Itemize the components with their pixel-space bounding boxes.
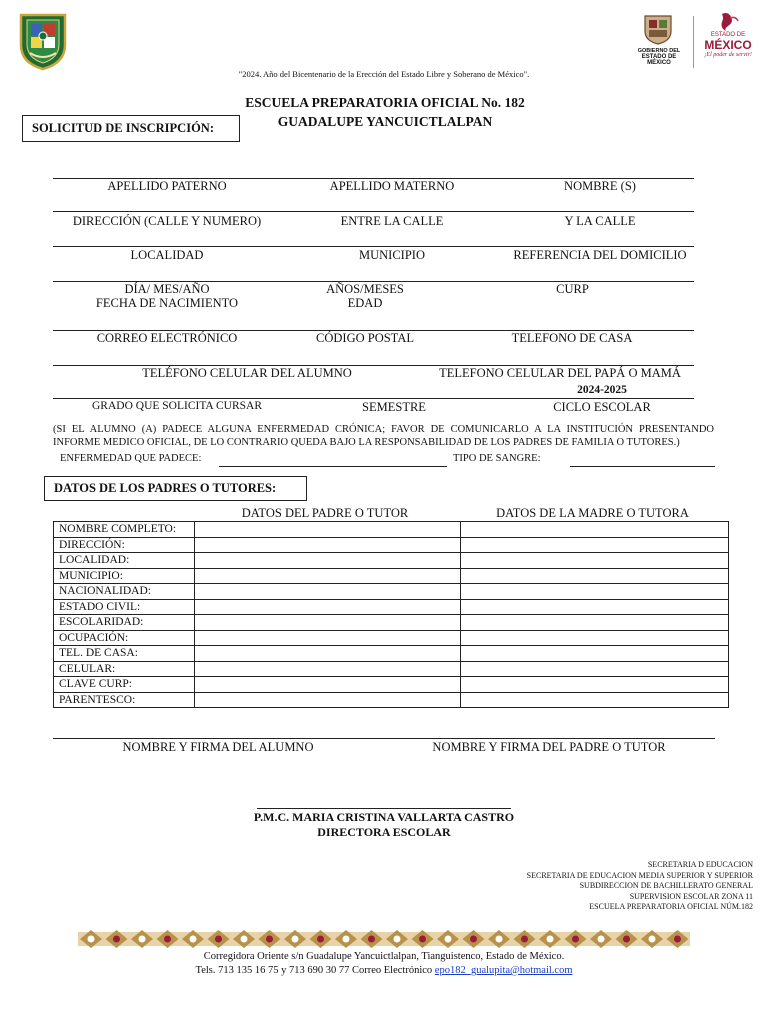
mother-field-cell[interactable] bbox=[461, 522, 729, 538]
mother-field-cell[interactable] bbox=[461, 584, 729, 600]
health-notice-line1: (SI EL ALUMNO (A) PADECE ALGUNA ENFERMEDAD CRÓNICA; FAVOR DE COMUNICARLO A LA INSTITUCIÓN PRESENTANDO bbox=[53, 424, 714, 435]
label-y-la-calle: Y LA CALLE bbox=[564, 214, 636, 228]
label-nombre: NOMBRE (S) bbox=[564, 179, 636, 193]
father-field-cell[interactable] bbox=[195, 630, 461, 646]
tipo-sangre-field-line[interactable] bbox=[570, 466, 715, 467]
mother-field-cell[interactable] bbox=[461, 630, 729, 646]
decorative-ornament-band bbox=[78, 924, 690, 954]
cycle-value: 2024-2025 bbox=[577, 384, 627, 396]
label-telefono-casa: TELEFONO DE CASA bbox=[511, 331, 633, 345]
label-celular-padres: TELEFONO CELULAR DEL PAPÁ O MAMÁ bbox=[439, 366, 681, 380]
father-field-cell[interactable] bbox=[195, 615, 461, 631]
col-mother-header: DATOS DE LA MADRE O TUTORA bbox=[496, 506, 689, 520]
father-field-cell[interactable] bbox=[195, 661, 461, 677]
footer-address: Corregidora Oriente s/n Guadalupe Yancuictlalpan, Tianguistenco, Estado de México. bbox=[203, 951, 565, 962]
table-row bbox=[54, 553, 729, 569]
signature-parent-label: NOMBRE Y FIRMA DEL PADRE O TUTOR bbox=[432, 740, 666, 754]
table-row bbox=[54, 537, 729, 553]
label-edad: EDAD bbox=[347, 296, 383, 310]
label-grado: GRADO QUE SOLICITA CURSAR bbox=[92, 400, 262, 412]
row-label: OCUPACIÓN: bbox=[54, 630, 195, 646]
field-line-2[interactable] bbox=[53, 211, 694, 212]
label-anos-meses: AÑOS/MESES bbox=[326, 282, 404, 296]
enfermedad-field-line[interactable] bbox=[219, 466, 447, 467]
parents-section-box bbox=[44, 476, 307, 501]
mother-field-cell[interactable] bbox=[461, 677, 729, 693]
footer-email-link[interactable]: epo182_gualupita@hotmail.com bbox=[434, 965, 573, 976]
table-row bbox=[54, 599, 729, 615]
mother-field-cell[interactable] bbox=[461, 537, 729, 553]
form-title-box bbox=[22, 115, 240, 142]
footer-contact bbox=[0, 965, 768, 976]
edo-logo-big-text: MÉXICO bbox=[704, 38, 752, 52]
signature-line[interactable] bbox=[53, 738, 715, 739]
label-referencia-domicilio: REFERENCIA DEL DOMICILIO bbox=[513, 248, 687, 262]
school-shield-logo bbox=[18, 11, 68, 71]
father-field-cell[interactable] bbox=[195, 568, 461, 584]
health-notice-line2: INFORME MEDICO OFICIAL, DE LO CONTRARIO QUEDA BAJO LA RESPONSABILIDAD DE LOS PADRES DE FAMILIA O TUTORES.) bbox=[53, 437, 680, 448]
mother-field-cell[interactable] bbox=[461, 599, 729, 615]
school-name: ESCUELA PREPARATORIA OFICIAL No. 182 bbox=[245, 95, 525, 110]
director-name: P.M.C. MARIA CRISTINA VALLARTA CASTRO bbox=[253, 810, 515, 824]
father-field-cell[interactable] bbox=[195, 692, 461, 708]
table-row bbox=[54, 568, 729, 584]
mother-field-cell[interactable] bbox=[461, 568, 729, 584]
gobierno-edomex-logo-text: GOBIERNO DEL ESTADO DE MÉXICO bbox=[637, 48, 681, 66]
label-ciclo-escolar: CICLO ESCOLAR bbox=[553, 400, 651, 414]
estado-de-mexico-logo bbox=[700, 12, 756, 70]
label-tipo-sangre: TIPO DE SANGRE: bbox=[453, 453, 541, 464]
label-fecha-nacimiento: FECHA DE NACIMIENTO bbox=[95, 296, 239, 310]
row-label: DIRECCIÓN: bbox=[54, 537, 195, 553]
director-signature-line[interactable] bbox=[257, 808, 511, 809]
institution-hierarchy: SECRETARIA D EDUCACION SECRETARIA DE EDUCACION MEDIA SUPERIOR Y SUPERIOR SUBDIRECCION DE BACHILLERATO GENERAL SUPERVISION ESCOLAR ZONA 11 ESCUELA PREPARATORIA OFICIAL NÚM.182 bbox=[526, 860, 753, 911]
form-title: SOLICITUD DE INSCRIPCIÓN: bbox=[32, 121, 214, 135]
logo-divider bbox=[693, 16, 694, 68]
table-row bbox=[54, 646, 729, 662]
row-label: ESCOLARIDAD: bbox=[54, 615, 195, 631]
mother-field-cell[interactable] bbox=[461, 692, 729, 708]
father-field-cell[interactable] bbox=[195, 646, 461, 662]
row-label: NOMBRE COMPLETO: bbox=[54, 522, 195, 538]
label-correo-electronico: CORREO ELECTRÓNICO bbox=[96, 331, 238, 345]
mother-field-cell[interactable] bbox=[461, 615, 729, 631]
father-field-cell[interactable] bbox=[195, 537, 461, 553]
row-label: PARENTESCO: bbox=[54, 692, 195, 708]
field-line-7[interactable] bbox=[53, 398, 694, 399]
field-line-3[interactable] bbox=[53, 246, 694, 247]
table-row bbox=[54, 630, 729, 646]
label-apellido-materno: APELLIDO MATERNO bbox=[329, 179, 455, 193]
col-father-header: DATOS DEL PADRE O TUTOR bbox=[241, 506, 409, 520]
row-label: CELULAR: bbox=[54, 661, 195, 677]
parents-table bbox=[53, 521, 729, 708]
label-direccion: DIRECCIÓN (CALLE Y NUMERO) bbox=[72, 214, 262, 228]
father-field-cell[interactable] bbox=[195, 522, 461, 538]
father-field-cell[interactable] bbox=[195, 677, 461, 693]
year-motto: "2024. Año del Bicentenario de la Erección del Estado Libre y Soberano de México". bbox=[238, 69, 530, 79]
label-codigo-postal: CÓDIGO POSTAL bbox=[316, 331, 414, 345]
row-label: NACIONALIDAD: bbox=[54, 584, 195, 600]
mother-field-cell[interactable] bbox=[461, 661, 729, 677]
mother-field-cell[interactable] bbox=[461, 646, 729, 662]
director-title: DIRECTORA ESCOLAR bbox=[317, 825, 451, 839]
table-row bbox=[54, 615, 729, 631]
row-label: CLAVE CURP: bbox=[54, 677, 195, 693]
row-label: LOCALIDAD: bbox=[54, 553, 195, 569]
table-row bbox=[54, 522, 729, 538]
label-municipio: MUNICIPIO bbox=[359, 248, 425, 262]
table-row bbox=[54, 677, 729, 693]
table-row bbox=[54, 661, 729, 677]
label-dia-mes-ano: DÍA/ MES/AÑO bbox=[124, 282, 210, 296]
footer-phones: Tels. 713 135 16 75 y 713 690 30 77 Correo Electrónico bbox=[195, 965, 433, 976]
label-apellido-paterno: APELLIDO PATERNO bbox=[107, 179, 227, 193]
row-label: TEL. DE CASA: bbox=[54, 646, 195, 662]
row-label: MUNICIPIO: bbox=[54, 568, 195, 584]
mother-field-cell[interactable] bbox=[461, 553, 729, 569]
label-localidad: LOCALIDAD bbox=[130, 248, 204, 262]
table-row bbox=[54, 692, 729, 708]
father-field-cell[interactable] bbox=[195, 584, 461, 600]
label-enfermedad: ENFERMEDAD QUE PADECE: bbox=[60, 453, 202, 464]
row-label: ESTADO CIVIL: bbox=[54, 599, 195, 615]
label-curp: CURP bbox=[556, 282, 589, 296]
table-row bbox=[54, 584, 729, 600]
edo-logo-slogan: ¡El poder de servir! bbox=[704, 52, 752, 58]
label-celular-alumno: TELÉFONO CELULAR DEL ALUMNO bbox=[142, 366, 352, 380]
school-location: GUADALUPE YANCUICTLALPAN bbox=[277, 114, 493, 129]
gobierno-edomex-shield-icon bbox=[641, 13, 675, 45]
signature-student-label: NOMBRE Y FIRMA DEL ALUMNO bbox=[122, 740, 314, 754]
father-field-cell[interactable] bbox=[195, 553, 461, 569]
edo-logo-small-text: ESTADO DE bbox=[710, 32, 746, 38]
father-field-cell[interactable] bbox=[195, 599, 461, 615]
parents-section-title: DATOS DE LOS PADRES O TUTORES: bbox=[54, 481, 277, 495]
label-entre-calle: ENTRE LA CALLE bbox=[340, 214, 444, 228]
label-semestre: SEMESTRE bbox=[362, 400, 426, 414]
